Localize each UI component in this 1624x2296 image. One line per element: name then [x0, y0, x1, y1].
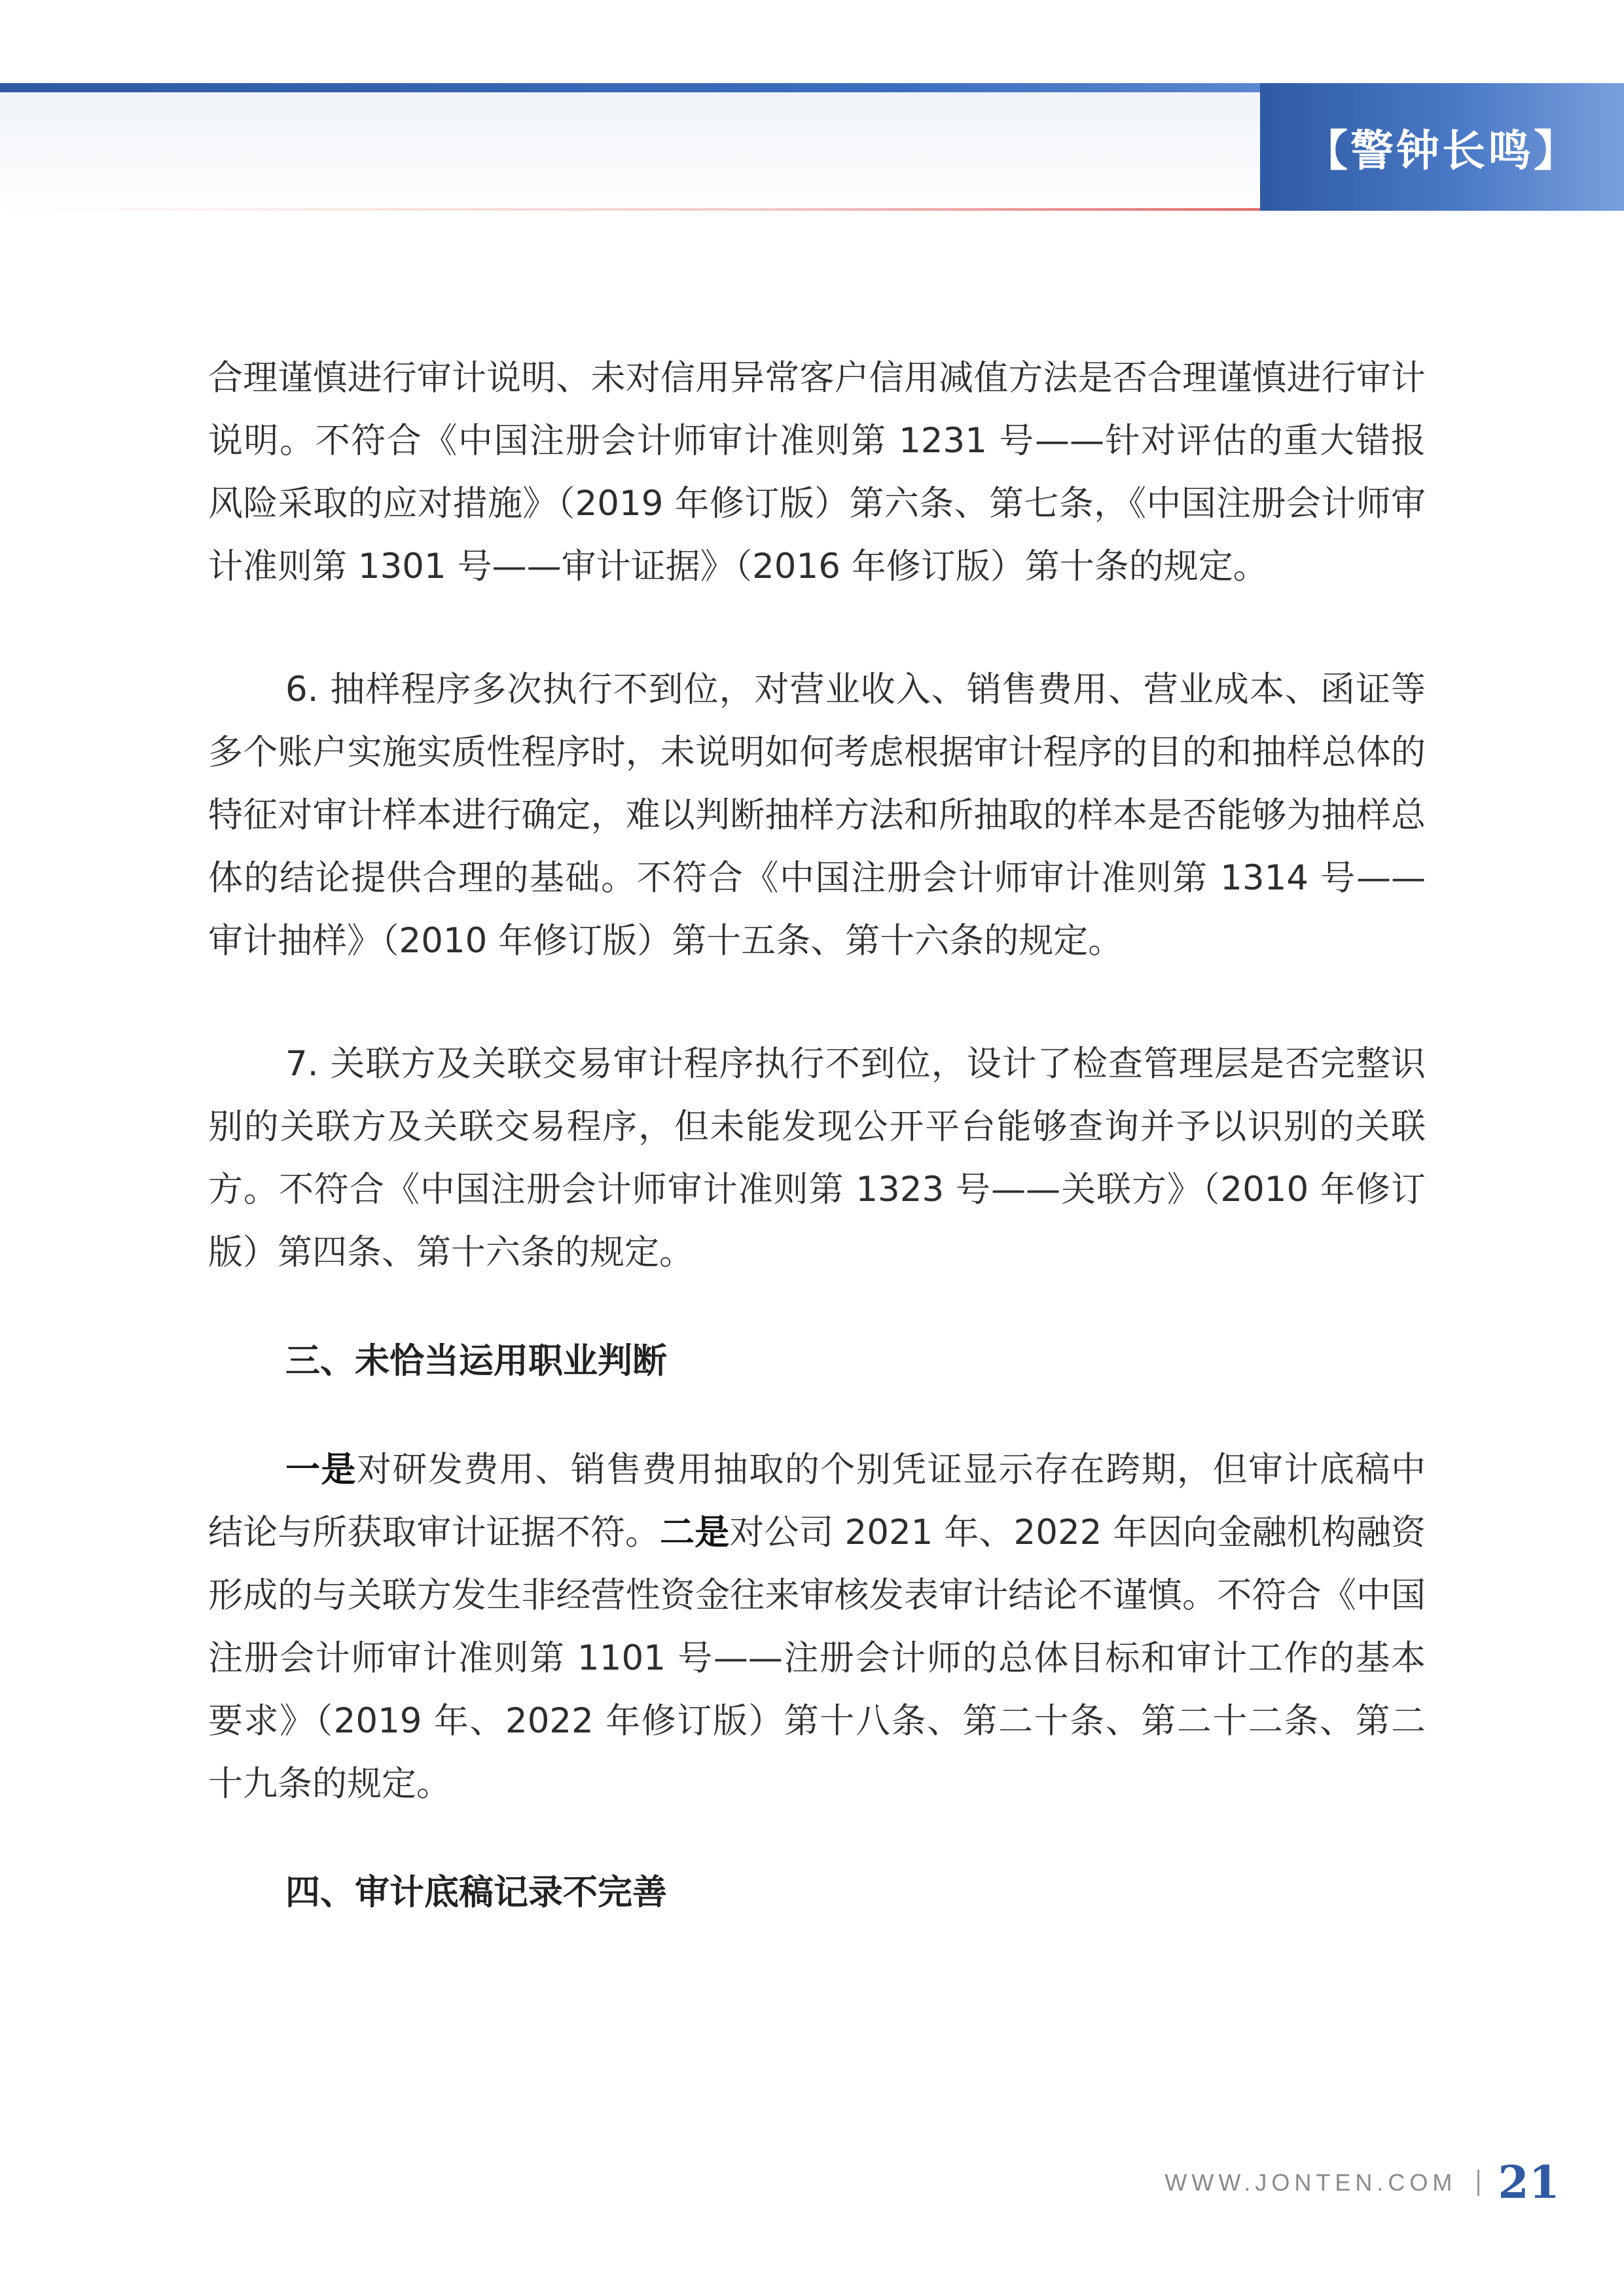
lead-first: 一是	[285, 1450, 357, 1490]
header-accent-line	[0, 83, 1260, 92]
paragraph-continuation: 合理谨慎进行审计说明、未对信用异常客户信用减值方法是否合理谨慎进行审计说明。不符合《中国注册会计师审计准则第 1231 号——针对评估的重大错报风险采取的应对措施》（2019 年修订版）第六条、第七条，《中国注册会计师审计准则第 1301 号——审计证据》（2016 年修订版）第十条的规定。	[208, 358, 1426, 586]
paragraph-item-7: 7. 关联方及关联交易审计程序执行不到位，设计了检查管理层是否完整识别的关联方及关联交易程序，但未能发现公开平台能够查询并予以识别的关联方。不符合《中国注册会计师审计准则第 1323 号——关联方》（2010 年修订版）第四条、第十六条的规定。	[208, 1044, 1426, 1272]
section-heading-3: 三、未恰当运用职业判断	[285, 1341, 667, 1381]
paragraph-judgment	[208, 1439, 1426, 1816]
header-band	[0, 83, 1260, 211]
website-url: WWW.JONTEN.COM	[1164, 2169, 1457, 2196]
header-divider-line	[0, 208, 1260, 211]
text-first: 对研发费用、销售费用抽取的个别凭证显示存在跨期，但审计底稿中结论与所获取审计证据不符。	[208, 1450, 1426, 1552]
text-second: 对公司 2021 年、2022 年因向金融机构融资形成的与关联方发生非经营性资金往来审核发表审计结论不谨慎。不符合《中国注册会计师审计准则第 1101 号——注册会计师的总体目标和审计工作的基本要求》（2019 年、2022 年修订版）第十八条、第二十条、第二十二条、第二十九条的规定。	[208, 1513, 1426, 1804]
lead-second: 二是	[660, 1513, 730, 1552]
page-number: 21	[1498, 2157, 1560, 2209]
footer-separator	[1477, 2170, 1479, 2196]
page-footer	[1164, 2150, 1560, 2215]
section-badge: 【警钟长鸣】	[1260, 83, 1624, 211]
paragraph-item-6: 6. 抽样程序多次执行不到位，对营业收入、销售费用、营业成本、函证等多个账户实施实质性程序时，未说明如何考虑根据审计程序的目的和抽样总体的特征对审计样本进行确定，难以判断抽样方法和所抽取的样本是否能够为抽样总体的结论提供合理的基础。不符合《中国注册会计师审计准则第 1314 号——审计抽样》（2010 年修订版）第十五条、第十六条的规定。	[208, 670, 1426, 961]
section-heading-4: 四、审计底稿记录不完善	[285, 1873, 667, 1912]
article-body	[208, 347, 1426, 1924]
